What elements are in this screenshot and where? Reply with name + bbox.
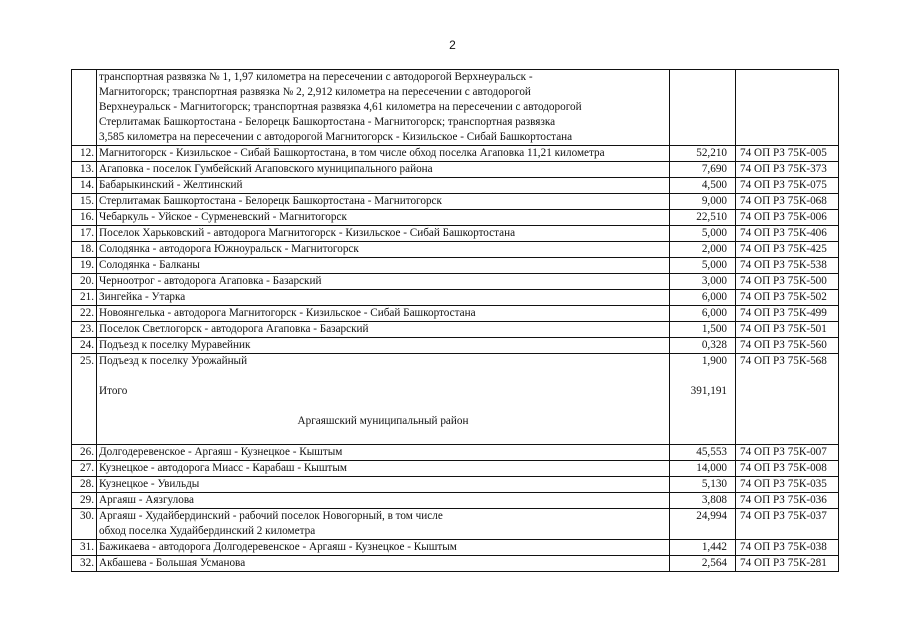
road-name — [97, 322, 670, 338]
page-number: 2 — [449, 38, 456, 52]
road-name-line: обход поселка Худайбердинский 2 километра — [99, 525, 316, 537]
road-code: 74 ОП РЗ 75К-038 — [736, 540, 839, 556]
row-number: 32. — [72, 556, 97, 572]
road-name — [97, 445, 670, 461]
row-number: 14. — [72, 178, 97, 194]
road-code: 74 ОП РЗ 75К-568 — [736, 354, 839, 370]
road-name-line: Черноотрог - автодорога Агаповка - Базарский — [99, 275, 322, 287]
row-number: 15. — [72, 194, 97, 210]
empty-cell — [97, 369, 670, 384]
road-code: 74 ОП РЗ 75К-406 — [736, 226, 839, 242]
table-row — [72, 162, 839, 178]
road-length: 5,000 — [670, 258, 736, 274]
road-name — [97, 274, 670, 290]
road-length: 3,808 — [670, 493, 736, 509]
road-name — [97, 162, 670, 178]
road-name-line: Аргаяш - Худайбердинский - рабочий поселок Новогорный, в том числе — [99, 510, 443, 522]
table-row — [72, 226, 839, 242]
road-name — [97, 306, 670, 322]
table-row — [72, 146, 839, 162]
row-number: 18. — [72, 242, 97, 258]
road-length: 45,553 — [670, 445, 736, 461]
row-number-cell — [72, 70, 97, 146]
length-cell — [670, 70, 736, 146]
road-name-line: Солодянка - автодорога Южноуральск - Магнитогорск — [99, 243, 359, 255]
road-name — [97, 461, 670, 477]
continuation-line: транспортная развязка № 1, 1,97 километра на пересечении с автодорогой Верхнеуральск - — [99, 71, 533, 83]
road-name — [97, 258, 670, 274]
road-code: 74 ОП РЗ 75К-538 — [736, 258, 839, 274]
continuation-text — [97, 70, 670, 146]
road-name — [97, 210, 670, 226]
road-length: 5,000 — [670, 226, 736, 242]
roads-table — [71, 69, 839, 572]
empty-cell — [97, 399, 670, 414]
road-length: 14,000 — [670, 461, 736, 477]
road-code: 74 ОП РЗ 75К-068 — [736, 194, 839, 210]
road-name — [97, 178, 670, 194]
road-code: 74 ОП РЗ 75К-500 — [736, 274, 839, 290]
road-code: 74 ОП РЗ 75К-008 — [736, 461, 839, 477]
empty-cell — [72, 384, 97, 399]
road-length: 3,000 — [670, 274, 736, 290]
table-row — [72, 477, 839, 493]
road-length: 6,000 — [670, 306, 736, 322]
road-length: 9,000 — [670, 194, 736, 210]
road-code: 74 ОП РЗ 75К-075 — [736, 178, 839, 194]
roads-table-body — [72, 70, 839, 572]
row-number: 13. — [72, 162, 97, 178]
row-number: 31. — [72, 540, 97, 556]
table-row — [72, 445, 839, 461]
road-code: 74 ОП РЗ 75К-037 — [736, 509, 839, 540]
table-row — [72, 274, 839, 290]
section-row — [72, 414, 839, 429]
row-number: 23. — [72, 322, 97, 338]
continuation-line: Стерлитамак Башкортостана - Белорецк Башкортостана - Магнитогорск; транспортная развязка — [99, 116, 556, 128]
road-code: 74 ОП РЗ 75К-035 — [736, 477, 839, 493]
road-code: 74 ОП РЗ 75К-373 — [736, 162, 839, 178]
road-name-line: Поселок Светлогорск - автодорога Агаповка - Базарский — [99, 323, 369, 335]
road-length: 2,000 — [670, 242, 736, 258]
section-title: Аргаяшский муниципальный район — [97, 414, 670, 429]
road-length: 0,328 — [670, 338, 736, 354]
table-row — [72, 461, 839, 477]
road-name — [97, 338, 670, 354]
road-name-line: Новоянгелька - автодорога Магнитогорск - Кизильское - Сибай Башкортостана — [99, 307, 476, 319]
empty-cell — [736, 414, 839, 429]
empty-cell — [72, 399, 97, 414]
road-length: 22,510 — [670, 210, 736, 226]
empty-cell — [736, 369, 839, 384]
blank-row — [72, 399, 839, 414]
road-name-line: Аргаяш - Аязгулова — [99, 494, 194, 506]
row-number: 22. — [72, 306, 97, 322]
road-length: 1,500 — [670, 322, 736, 338]
empty-cell — [670, 429, 736, 445]
row-number: 27. — [72, 461, 97, 477]
row-number: 30. — [72, 509, 97, 540]
road-name — [97, 226, 670, 242]
total-row — [72, 384, 839, 399]
road-length: 52,210 — [670, 146, 736, 162]
row-number: 17. — [72, 226, 97, 242]
empty-cell — [72, 369, 97, 384]
road-name — [97, 556, 670, 572]
road-length: 2,564 — [670, 556, 736, 572]
blank-row — [72, 369, 839, 384]
table-row — [72, 493, 839, 509]
row-number: 26. — [72, 445, 97, 461]
row-number: 25. — [72, 354, 97, 370]
road-length: 1,900 — [670, 354, 736, 370]
table-row — [72, 306, 839, 322]
continuation-line: Верхнеуральск - Магнитогорск; транспортная развязка 4,61 километра на пересечении с автодорогой — [99, 101, 582, 113]
road-name-line: Поселок Харьковский - автодорога Магнитогорск - Кизильское - Сибай Башкортостана — [99, 227, 516, 239]
table-row — [72, 354, 839, 370]
road-name-line: Бабарыкинский - Желтинский — [99, 179, 243, 191]
road-code: 74 ОП РЗ 75К-036 — [736, 493, 839, 509]
table-row — [72, 338, 839, 354]
road-code: 74 ОП РЗ 75К-501 — [736, 322, 839, 338]
road-name-line: Бажикаева - автодорога Долгодеревенское - Аргаяш - Кузнецкое - Кыштым — [99, 541, 457, 553]
table-row — [72, 194, 839, 210]
continuation-line: Магнитогорск; транспортная развязка № 2, 2,912 километра на пересечении с автодорогой — [99, 86, 531, 98]
empty-cell — [97, 429, 670, 445]
road-name-line: Магнитогорск - Кизильское - Сибай Башкортостана, в том числе обход поселка Агаповка 11,21 километра — [99, 147, 605, 159]
row-number: 19. — [72, 258, 97, 274]
road-name-line: Солодянка - Балканы — [99, 259, 200, 271]
row-number: 12. — [72, 146, 97, 162]
blank-row — [72, 429, 839, 445]
road-name — [97, 354, 670, 370]
road-name-line: Агаповка - поселок Гумбейский Агаповского муниципального района — [99, 163, 433, 175]
empty-cell — [670, 399, 736, 414]
table-row — [72, 242, 839, 258]
empty-cell — [670, 369, 736, 384]
total-value: 391,191 — [670, 384, 736, 399]
road-name — [97, 194, 670, 210]
empty-cell — [736, 429, 839, 445]
road-length: 24,994 — [670, 509, 736, 540]
empty-cell — [72, 414, 97, 429]
road-code: 74 ОП РЗ 75К-006 — [736, 210, 839, 226]
total-label: Итого — [97, 384, 670, 399]
road-name-line: Акбашева - Большая Усманова — [99, 557, 246, 569]
road-name-line: Зингейка - Утарка — [99, 291, 186, 303]
road-name-line: Кузнецкое - Увильды — [99, 478, 200, 490]
road-code: 74 ОП РЗ 75К-007 — [736, 445, 839, 461]
road-name-line: Подъезд к поселку Урожайный — [99, 355, 248, 367]
row-number: 20. — [72, 274, 97, 290]
road-name-line: Подъезд к поселку Муравейник — [99, 339, 251, 351]
road-length: 6,000 — [670, 290, 736, 306]
road-code: 74 ОП РЗ 75К-499 — [736, 306, 839, 322]
road-name-line: Чебаркуль - Уйское - Сурменевский - Магнитогорск — [99, 211, 347, 223]
road-name — [97, 146, 670, 162]
road-code: 74 ОП РЗ 75К-005 — [736, 146, 839, 162]
road-code: 74 ОП РЗ 75К-502 — [736, 290, 839, 306]
road-name-line: Долгодеревенское - Аргаяш - Кузнецкое - Кыштым — [99, 446, 343, 458]
row-number: 24. — [72, 338, 97, 354]
empty-cell — [670, 414, 736, 429]
continuation-line: 3,585 километра на пересечении с автодорогой Магнитогорск - Кизильское - Сибай Башкортостана — [99, 131, 573, 143]
road-name-line: Кузнецкое - автодорога Миасс - Карабаш - Кыштым — [99, 462, 347, 474]
road-name — [97, 290, 670, 306]
road-length: 4,500 — [670, 178, 736, 194]
road-code: 74 ОП РЗ 75К-281 — [736, 556, 839, 572]
table-row — [72, 178, 839, 194]
row-number: 28. — [72, 477, 97, 493]
road-name — [97, 493, 670, 509]
empty-cell — [736, 384, 839, 399]
row-number: 16. — [72, 210, 97, 226]
table-row — [72, 258, 839, 274]
road-length: 1,442 — [670, 540, 736, 556]
road-name — [97, 242, 670, 258]
road-length: 5,130 — [670, 477, 736, 493]
road-code: 74 ОП РЗ 75К-560 — [736, 338, 839, 354]
continuation-row — [72, 70, 839, 146]
road-length: 7,690 — [670, 162, 736, 178]
empty-cell — [72, 429, 97, 445]
road-name — [97, 477, 670, 493]
row-number: 29. — [72, 493, 97, 509]
row-number: 21. — [72, 290, 97, 306]
road-name — [97, 509, 670, 540]
road-name — [97, 540, 670, 556]
table-row — [72, 290, 839, 306]
road-code: 74 ОП РЗ 75К-425 — [736, 242, 839, 258]
empty-cell — [736, 399, 839, 414]
table-row — [72, 322, 839, 338]
table-row — [72, 556, 839, 572]
table-row — [72, 540, 839, 556]
table-row — [72, 210, 839, 226]
road-name-line: Стерлитамак Башкортостана - Белорецк Башкортостана - Магнитогорск — [99, 195, 442, 207]
code-cell — [736, 70, 839, 146]
table-row — [72, 509, 839, 540]
